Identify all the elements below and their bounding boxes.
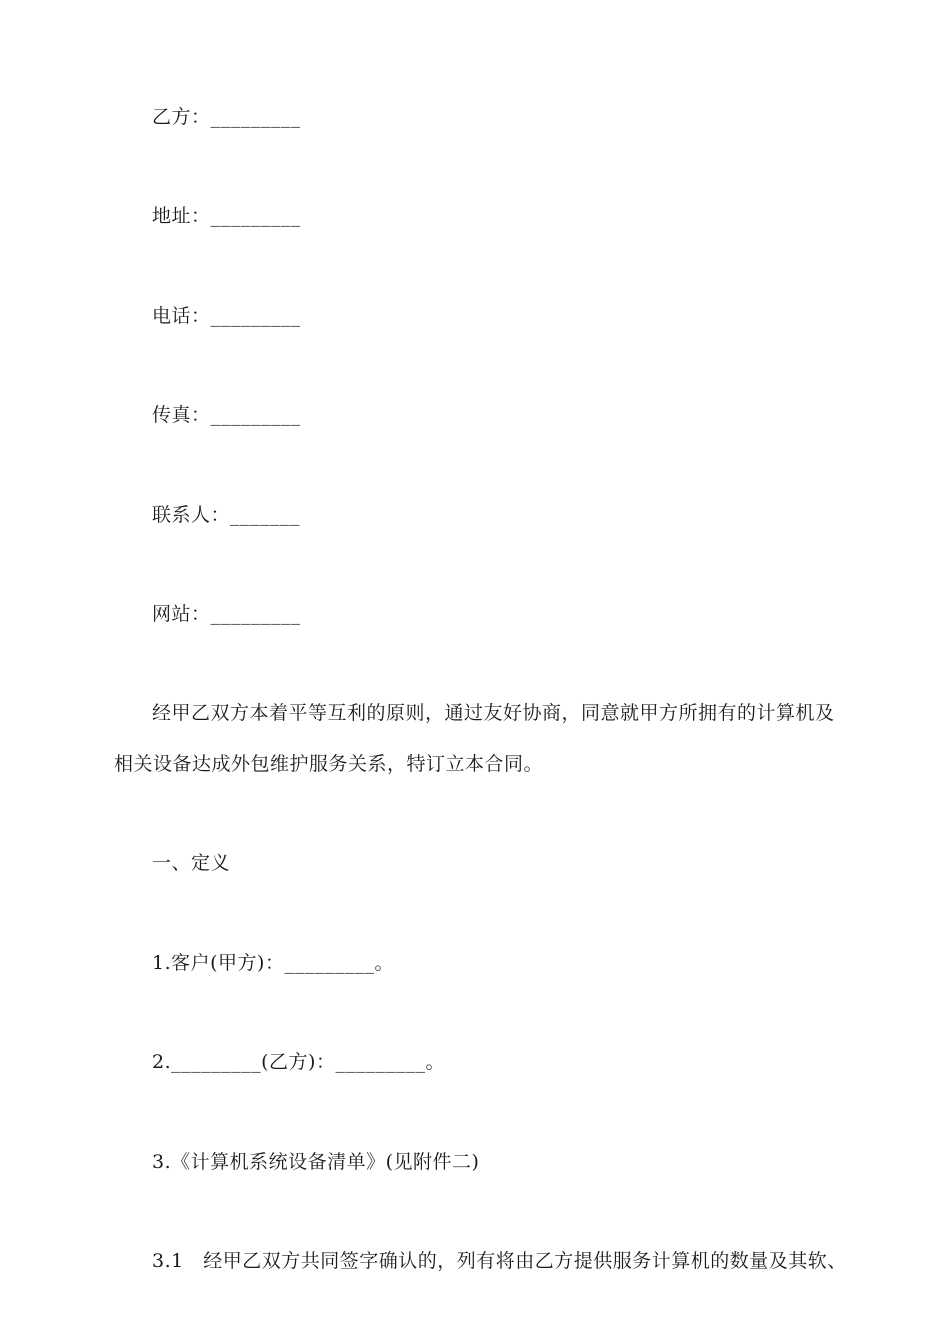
definition-item-3: 3.《计算机系统设备清单》(见附件二) — [152, 1151, 480, 1173]
party-b-fax-field: 传真：_________ — [152, 404, 301, 426]
party-b-phone-field: 电话：_________ — [152, 305, 301, 327]
definition-item-2: 2._________(乙方)：_________。 — [152, 1051, 445, 1073]
section-heading-definitions: 一、定义 — [152, 852, 231, 874]
intro-paragraph-line-1: 经甲乙双方本着平等互利的原则，通过友好协商，同意就甲方所拥有的计算机及 — [152, 702, 835, 724]
party-b-contact-field: 联系人：_______ — [152, 504, 301, 526]
definition-item-3-1: 3.1 经甲乙双方共同签字确认的，列有将由乙方提供服务计算机的数量及其软、 — [152, 1250, 847, 1272]
party-b-address-field: 地址：_________ — [152, 205, 301, 227]
party-b-name-field: 乙方：_________ — [152, 106, 301, 128]
intro-paragraph-line-2: 相关设备达成外包维护服务关系，特订立本合同。 — [114, 753, 544, 775]
definition-item-1: 1.客户(甲方)：_________。 — [152, 952, 394, 974]
party-b-website-field: 网站：_________ — [152, 603, 301, 625]
